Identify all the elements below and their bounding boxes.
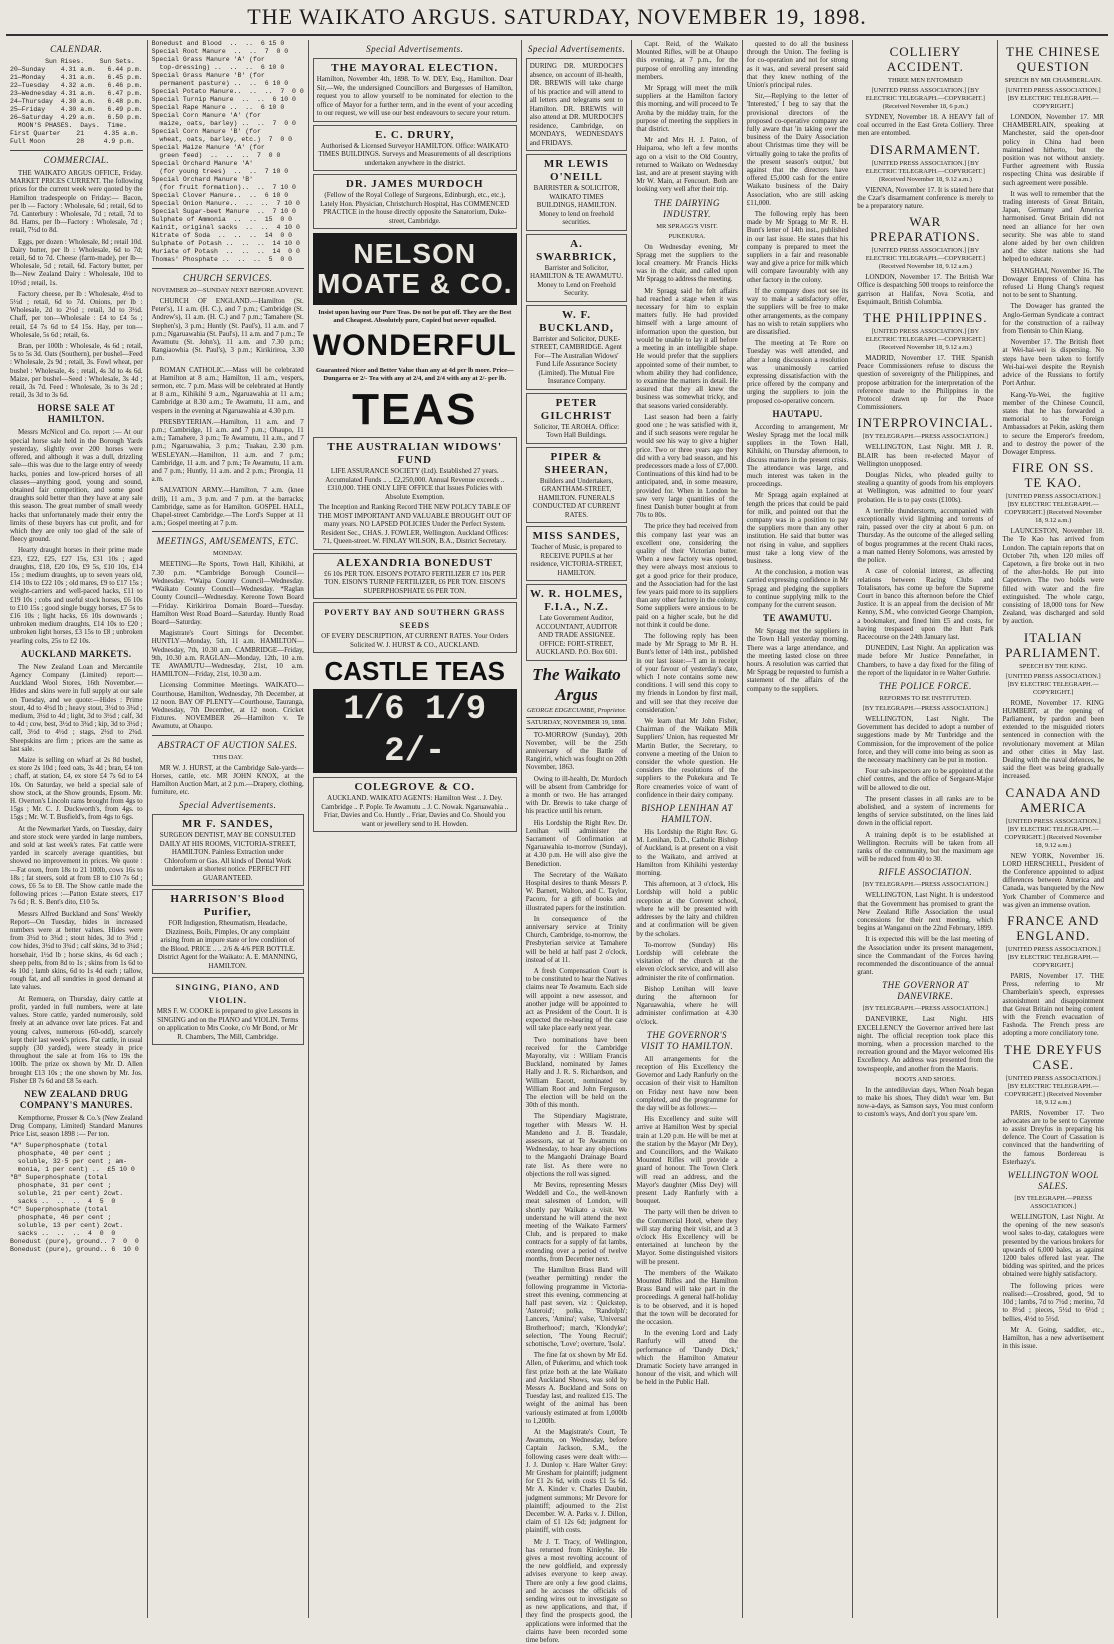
governor-visit-text: His Excellency and suite will arrive at Hamilton West by special train at 1.20 p.m. He will be met at the station by the Mayor (Mr Dey), and Councillors, and the Waikato Mounted Rifles will provide a guard of honour. The Town Clerk will read an address, and the Mayor's daughter (Miss Dey) will present Lady Ranfurly with a bouquet. [636,1115,738,1206]
ad-australian-widows-fund [313,437,517,550]
dairying-text: Last season had been a fairly good one ; he was satisfied with it, and if such seasons were regular he would see his way to give a higher price. Two or three years ago they did with a very bad season, and his predecessors made a loss of £7,000. Continuations of this kind had to be anticipated, and, in some measure, provided for. When in London he saw very large quantities of the finest Danish butter bought at from 70s to 80s. [636,412,738,520]
disarmament-text: VIENNA, November 17. It is stated here that the Czar's disarmament conference is merely to be a preparatory nature. [857,185,994,211]
dairying-text: The meeting at Te Rore on Tuesday was well attended, and after a long discussion a resolution was unanimously carried expressing dissatisfaction with the price offered by the company and urging the suppliers to join the proposed co-operative concern. [746,339,849,405]
dairying-text: On Wednesday evening, Mr Spragg met the suppliers to the local creamery. Mr Francis Hicks was in the chair, and called upon Mr Spragg to address the meeting. [636,242,738,284]
dairying-text: If the company does not see its way to make a satisfactory offer, the suppliers will be free to make other arrangements, as the company has no wish to retain suppliers who are dissatisfied. [746,286,849,336]
auckland-markets-heading: AUCKLAND MARKETS. [21,648,132,659]
ad-body: Barrister and Solicitor, HAMILTON & TE AWAMUTU. Money to Lend on Freehold Security. [529,263,623,297]
ad-title: W. F. BUCKLAND, [539,308,614,334]
special-ads-heading: Special Advertisements. [366,44,464,54]
editorial-date: SATURDAY, NOVEMBER 19, 1898. [526,717,628,729]
local-news-text: Mr Spragg will meet the milk suppliers at the Hamilton factory this morning, and will proceed to Te Aroha by the midday train, for the purpose of meeting the suppliers in that district. [636,84,738,134]
local-news-text: Mr and Mrs H. J. Paton, of Huiparoa, who left a few months ago on a visit to the Old Country, returned to Waikato on Wednesday last, and are at present staying with Mr W. Main, at Fencourt. Both are looking very well after their trip. [636,136,738,194]
ad-sandes-dentist [152,814,304,886]
ad-murdoch-physician [313,174,517,229]
ad-oneill [526,154,628,231]
ad-title: COLEGROVE & CO. [354,781,475,793]
column-5 [632,40,743,1618]
ad-body: LIFE ASSURANCE SOCIETY (Ltd). Established 27 years. Accumulated Funds .. .. £2,250,000. Annual Revenue exceeds .. £310,000. THE ONLY LIFE OFFICE that Issues Policies with Absolute Exemption. [325,467,505,501]
canada-america-source: [UNITED PRESS ASSOCIATION.] [BY ELECTRIC TELEGRAPH.—COPYRIGHT.] (Received November 18, 9.12 a.m.) [1004,817,1102,849]
ad-piper-sheeran [526,447,628,524]
ad-title: E. C. DRURY, [375,128,455,141]
ad-alexandria-bonedust [313,553,517,600]
dairying-heading: THE DAIRYING INDUSTRY. [653,197,721,219]
ad-nelson-moate-text: Insist upon having our Pure Teas. Do not be put off. They are the Best and Cheapest. Absolutely pure, Copied but never equalled. [318,309,512,324]
auction-sales-subheading: THIS DAY. [212,753,243,761]
italian-parliament-text: ROME, November 17. KING HUMBERT, at the opening of Parliament, by pardon and been extended to the misguided rioters sentenced in connection with the revolutionary movement at Milan and other cities in May last. Dealing with the naval defences, he said the fleet was being gradually increased. [1002,698,1104,781]
local-news-text: In consequence of the anniversary service at Trinity Church, Cambridge, to-morrow, the Presbyterian service at Tamahere will be held at half past 2 o'clock, instead of at 11. [525,914,628,964]
colliery-subheading: THREE MEN ENTOMBED [888,77,963,84]
bishop-heading: BISHOP LENIHAN AT HAMILTON. [641,803,733,825]
ad-title: POVERTY BAY AND SOUTHERN GRASS SEEDS [324,608,506,630]
rifle-heading: RIFLE ASSOCIATION. [878,867,973,878]
te-awamutu-heading: TE AWAMUTU. [762,613,832,624]
ad-body: Authorised & Licensed Surveyor HAMILTON. Office: WAIKATO TIMES BUILDINGS. Surveys and Measurements of all descriptions undertaken anywhere in the district. [318,141,512,167]
ad-wonderful-banner: WONDERFUL [312,329,517,362]
disarmament-source: [UNITED PRESS ASSOCIATION.] [BY ELECTRIC TELEGRAPH.—COPYRIGHT.] (Received November 18, 9.12 a.m.) [865,159,985,183]
ad-title: ALEXANDRIA BONEDUST [336,556,493,569]
ad-body: Builders and Undertakers, GRANTHAM-STREET, HAMILTON. FUNERALS CONDUCTED AT CURRENT RATES. [532,476,621,519]
chinese-question-text: LONDON, November 17. MR CHAMBERLAIN, speaking at Manchester, said the open-door policy in China had been maintained hitherto, but the position was not without anxiety. Further agreement with Russia respecting China was desirable if such agreement were possible. [1002,113,1104,187]
wool-sales-heading: WELLINGTON WOOL SALES. [1007,1170,1099,1192]
ad-grass-seeds [313,602,517,653]
local-news-text: The Secretary of the Waikato Hospital desires to thank Messrs P. W. Barnett, Walton, and C. Taylor, Pacoro, for a gift of books and illustrated papers for the institution. [525,870,628,912]
masthead: THE WAIKATO ARGUS. SATURDAY, NOVEMBER 19, 1898. [247,4,867,29]
meetings-text: Licensing Committee Meetings. WAIKATO—Courthouse, Hamilton, Wednesday, 7th December, at 12 noon. BAY OF PLENTY—Courthouse, Tauranga, Wednesday, 7th December, at 12 noon. Cricket Fixtures. NOVEMBER 26—Hamilton v. Te Awamutu, at Ohaupo. [151,681,304,731]
editorial-nameplate: The Waikato Argus [532,664,621,704]
ad-title: W. R. HOLMES, F.I.A., N.Z. [529,588,623,613]
police-text: Four sub-inspectors are to be appointed at the chief centres, and the office of Sergeant-Major will be allowed to die out. [857,767,994,792]
ad-mayoral-election [313,58,517,122]
governor-visit-text: All arrangements for the reception of His Excellency the Governor and Lady Ranfurly on the occasion of their visit to Hamilton on Friday next have now been completed, and the programme for the day will be as follows:— [636,1054,738,1112]
newspaper-page [6,40,1108,1644]
italian-parliament-source: [UNITED PRESS ASSOCIATION.] [BY ELECTRIC TELEGRAPH.—COPYRIGHT.] [1005,672,1101,696]
horse-sale-heading: HORSE SALE AT HAMILTON. [37,403,115,425]
ad-body: SURGEON DENTIST, MAY BE CONSULTED DAILY AT HIS ROOMS, VICTORIA-STREET, HAMILTON. Painless Extraction under Chloroform or Gas. All kinds of Dental Work undertaken at shortest notice. PERFECT FIT GUARANTEED. [159,831,296,882]
interprovincial-text: WELLINGTON, Last Night. MR J. R. BLAIR has been re-elected Mayor of Wellington unopposed. [857,443,994,468]
danevirke-text: DANEVIRKE, Last Night. HIS EXCELLENCY the Governor arrived here last night. The official reception took place this morning, when a procession marched to the recreation ground and the Mayor welcomed His Excellency. An address was presented from the townspeople, and another from the Maoris. [857,1015,994,1073]
hautapu-text: According to arrangement, Mr Wesley Spragg met the local milk suppliers in the Town Hall, Kihikihi, on Thursday afternoon, to discuss matters in the present crisis. The attendance was large, and much interest was taken in the proceedings. [746,422,849,489]
philippines-text: MADRID, November 17. THE Spanish Peace Commissioners refuse to discuss the question of sovereignty of the Philippines, and propose arbitration for the interpretation of the reference made to the Philippines in the Protocol drawn up for the Peace Commissioners. [857,354,994,412]
nz-drug-text: Kempthorne, Prosser & Co.'s (New Zealand Drug Company, Limited) Standard Manures Price List, season 1898 :— Per ton. [10,1113,143,1139]
governor-visit-heading: THE GOVERNOR'S VISIT TO HAMILTON. [640,1029,734,1051]
ad-body: The Inception and Ranking Record THE NEW POLICY TABLE OF THE MOST IMPORTANT AND VALUABLE BROUGHT OUT OF many years. NO LAPSED POLICIES Under the Perfect System. Resident Sec., CHAS. J. FOWLER, Wellington. Auckland Offices: 71, Queen-street. W. FINLAY WILSON, B.A., District Secretary. [318,503,512,545]
commercial-text: Bran, per 100lb : Wholesale, 4s 6d ; retail, 5s to 5s 3d. Oats (Southern), per bushel—Feed : Wholesale, 2s 9d ; retail, 3s. Fowl wheat, per bushel : Wholesale, 4s ; retail, 4s 3d to 4s 6d. Maize, per bushel—Seed : Wholesale, 3s 4d ; retail, 3s 7d. Feed : Wholesale, 3s to 3s 2d ; retail, 3s 3d to 3s 6d. [10,342,143,400]
philippines-source: [UNITED PRESS ASSOCIATION.] [BY ELECTRIC TELEGRAPH.—COPYRIGHT.] (Received November 18, 9.12 a.m.) [865,328,985,352]
commercial-text: Eggs, per dozen : Wholesale, 8d ; retail 10d. Dairy butter, per lb : Wholesale, 6d to 7d; retail, 6d to 7d. Cheese (farm-made), per lb—Wholesale, 5d ; retail, 6d. Factory butter, per lb—New Zealand Dairy : Wholesale, 10d to 10½d ; retail, 1s. [10,237,143,287]
local-news-text: Mr Bevins, representing Messrs Weddell and Co., the well-known meat salesmen of London, will shortly pay Waikato a visit. We understand he will attend the next meeting of the Waikato Farmers' Club, and is prepared to make contracts for a supply of fat lambs, extending over a period of twelve months, from December next. [525,1181,628,1263]
column-6 [743,40,854,1618]
te-kao-fire-heading: FIRE ON SS. TE KAO. [1012,460,1095,491]
interprovincial-text: Douglas Nicks, who pleaded guilty to stealing a quantity of goods from his employers at Wellington, was admitted to four years' probation. He is to pay costs (£100s). [857,471,994,504]
colliery-text: SYDNEY, November 18. A HEAVY fall of coal occurred in the East Greta Colliery. Three men are entombed. [857,113,994,138]
police-text: WELLINGTON, Last Night. The Government has decided to adopt a number of suggestions made by Mr Tunbridge and the Commission, for the improvement of the police force, and they will come into being as soon as the necessary machinery can be put in motion. [857,714,994,764]
commercial-text: THE WAIKATO ARGUS OFFICE, Friday. MARKET PRICES CURRENT. The following prices for the current week were quoted by the Hamilton tradespeople on Friday:— Bacon, per lb — Factory : Wholesale, 6d ; retail, 6d to 7d. Canterbury : Wholesale, 7d ; retail, 7d to 8d. Hams, per lb—Factory : Wholesale, 7d ; retail, 7½d to 8d. [10,169,143,235]
local-news-text: Two nominations have been received for the Cambridge Mayoralty, viz : William Francis Buckland, nominated by James Hally and J. R. S. Richardson, and William Eacott, nominated by William Root and John Ferguson. The election will be held on the 30th of this month. [525,1035,628,1110]
manures-price-table-cont: Bonedust and Blood .. .. 6 15 0 Special Root Manure .. .. 7 0 0 Special Grass Manure 'A' (for top-dressing) .. .. .. 6 10 0 Special Grass Manure 'B' (for permanent pasture) .. .. 6 10 0 Special Potato Manure.. .. .. 7 0 0 Special Turnip Manure .. .. 6 10 0 Special Rape Manure .. .. 6 10 0 Special Corn Manure 'A' (for maize, oats, barley) .. .. 7 0 0 Special Corn Manure 'B' (for wheat, oats, barley, etc.) 7 0 0 Special Maize Manure 'A' (for green feed) .. .. .. 7 0 0 Special Orchard Manure 'A' (for young trees) .. .. 7 10 0 Special Orchard Manure 'B' (for fruit formation).. .. 7 10 0 Special Clover Manure.. .. 6 10 0 Special Onion Manure.. .. .. 7 10 0 Special Sugar-beet Manure .. 7 10 0 Sulphate of Ammonia .. .. 15 0 0 Kainit, original sacks .. .. 4 10 0 Nitrate of Soda .. .. .. 14 0 0 Sulphate of Potash .. .. .. 14 10 0 Muriate of Potash .. .. .. 14 0 0 Thomas' Phosphate .. .. .. 5 0 0 [151,40,304,263]
boots-heading: BOOTS AND SHOES. [895,1075,956,1083]
ad-miss-sandes [526,526,628,581]
chinese-question-text: Kang-Yu-Wei, the fugitive member of the Chinese Council, states that he has forwarded a memorial to the Foreign Ambassadors at Pekin, asking them to secure the Emperor's freedom, and to destroy the power of the Dowager Empress. [1002,390,1104,456]
police-source: [BY TELEGRAPH.—PRESS ASSOCIATION.] [862,704,989,712]
church-services-subheading: NOVEMBER 20—SUNDAY NEXT BEFORE ADVENT. [151,287,304,294]
hautapu-text: At the conclusion, a motion was carried expressing confidence in Mr Spragg and pledging the suppliers to continue supplying milk to the company for the current season. [746,568,849,609]
ad-body: AUCKLAND. WAIKATO AGENTS: Hamilton West .. J. Dey. Cambridge .. P. Pople. Te Awamutu .. J. C. Nowak. Ngaruawahia .. Friar, Davies and Co. Huntly .. Friar, Davies and Co. Should you want or jewellery send to H. Howden. [321,794,509,828]
governor-visit-text: The party will then be driven to the Commercial Hotel, where they will stay during their visit, and at 3 o'clock His Excellency will be entertained at luncheon by the Mayor. Some distinguished visitors will be present. [636,1208,738,1266]
meetings-text: Magistrate's Court Sittings for December. HUNTLY—Monday, 5th, 11 a.m. HAMILTON—Wednesday, 7th, 10.30 a.m. CAMBRIDGE—Friday, 9th, 10.30 a.m. RAGLAN—Monday, 12th, 10 a.m. TE AWAMUTU—Wednesday, 21st, 10 a.m. HAMILTON—Friday, 21st, 10.30 a.m. [151,629,304,679]
ad-title: SINGING, PIANO, AND VIOLIN. [175,983,280,1006]
column-7 [853,40,998,1618]
ad-title: MR F. SANDES, [181,818,274,831]
masthead-rule [6,34,1108,36]
dairying-text: The price they had received from this company last year was an excellent one, considering the quality of their Victorian butter. When a new factory was opened, they were always most anxious to get a good price for their produce, and the Association had for the last few years paid more to its suppliers than any other factory in the colony. Some suppliers were anxious to be paid on a higher scale, but he did not think it could be done. [636,522,738,629]
editorial-proprietor: GEORGE EDGECUMBE, Proprietor. [526,706,627,714]
column-2 [148,40,309,1618]
philippines-heading: THE PHILIPPINES. [863,310,988,326]
boots-text: In the antediluvian days, When Noah began to make his shoes, They didn't wear 'em. But now-a-days, as Samson says, You must conform to custom's ways, And don't you spare 'em. [857,1085,994,1119]
commercial-heading: COMMERCIAL. [43,155,110,165]
dairying-text: Mr Spragg said he felt affairs had reached a stage when it was necessary for him to explain matters fully. He had provided himself with a large amount of information upon the question, but would be unable to lay it all before a meeting in an intelligible shape. He would prefer that the suppliers appointed some of their number, to whom ability they had confidence, to examine the matters in detail. He assured that they all knew the business was somewhat tricky, and that seasons varied considerably. [636,286,738,410]
ad-teas-banner: TEAS [352,385,478,434]
police-text: The present classes in all ranks are to be abolished, and a system of increments for lengths of service substituted, on the lines laid down in the official report. [857,794,994,828]
ad-title: A. SWARBRICK, [536,237,617,263]
ad-murdoch-absence: DURING DR. MURDOCH'S absence, on account of ill-health, DR. BREWIS will take charge of his practice and will attend to all letters and telegrams sent to Hamilton. DR. BREWIS will also attend at DR. MURDOCH'S residence, Cambridge, on MONDAYS, WEDNESDAYS and FRIDAYS. [526,58,628,151]
church-services-text: SALVATION ARMY.—Hamilton, 7 a.m. (knee drill), 11 a.m., 3 p.m. and 7 p.m. at the barracks; Cambridge, same as for Hamilton. GOSPEL HALL, Chapel-street Cambridge.—The Lord's Supper at 11 a.m.; Gospel meeting at 7 p.m. [151,486,304,528]
dairying-text: quested to do all the business through the Union. The feeling is for co-operation and not for strong as it was, and several present said that they knew nothing of the Union's principal rules. [746,40,849,90]
meetings-text: MEETING—Re Sports, Town Hall, Kihikihi, at 7.30 p.m. *Cambridge Borough Council—Wednesday. *Waipa County Council—Wednesday. *Waikato County Council—Wednesday. *Raglan County Council—Wednesday. Kereone Town Board—Friday. Kirikiriroa Domain Board—Tuesday. Hamilton West Road Board—Saturday. Huntly Road Board—Saturday. [151,560,304,626]
rifle-text: WELLINGTON, Last Night. It is understood that the Government has promised to grant the New Zealand Rifle Association the usual concessions for their next meeting, which begins at Wanganui on the 22nd February, 1899. [857,891,994,933]
canada-america-heading: CANADA AND AMERICA [1005,784,1102,815]
ad-body: BARRISTER & SOLICITOR, WAIKATO TIMES BUILDINGS, HAMILTON. Money to lend on freehold securities. [533,184,620,226]
dreyfus-heading: THE DREYFUS CASE. [1003,1041,1103,1072]
interprovincial-heading: INTERPROVINCIAL. [857,415,994,431]
wool-sales-text: Mr A. Going, saddler, etc., Hamilton, has a new advertisement in this issue. [1002,1325,1104,1351]
wool-sales-text: WELLINGTON, Last Night. At the opening of the new season's wool sales to-day, catalogues were presented by the various brokers for upwards of 6,000 bales, as against 1200 bales offered last year. The bidding was spirited, and the prices obtained were highly satisfactory. [1002,1213,1104,1279]
ad-body: MRS F. W. COOKE is prepared to give Lessons in SINGING and on the PIANO and VIOLIN. Terms on application to Mrs Cooke, c/o Mr Bond, or Mr R. Chambers, The Mill, Cambridge. [156,1007,299,1041]
france-england-source: [UNITED PRESS ASSOCIATION.] [BY ELECTRIC TELEGRAPH.—COPYRIGHT.] [1005,946,1101,970]
hautapu-heading: HAUTAPU. [772,408,823,419]
disarmament-heading: DISARMAMENT. [869,141,981,157]
ad-body: Teacher of Music, is prepared to RECEIVE PUPILS at her residence, VICTORIA-STREET, HAMILTON. [530,543,623,577]
ad-wonderful-text: Guaranteed Nicer and Better Value than any at 4d per lb more. Price—Dungarra or 2/- Tea with any at 2/4, and 2/4 with any at 2/- per lb. [315,367,514,382]
local-news-text: At the Magistrate's Court, Te Awamutu, on Wednesday, before Captain Jackson, S.M., the following cases were dealt with:—J. J. Dunlop v. Hare Walter Grey: Mr Gresham for plaintiff; judgment for £1 2s 6d, with costs £1 5s 6d. Mr A. Kinder v. Charles Daubin, judgment summons; Mr Devore for plaintiff; adjourned to the 21st December. W. A. Parks v. J. Dillon, claim of £1 12s 6d; judgment for plaintiff, with costs. [525,1427,628,1535]
bishop-text: Bishop Lenihan will leave during the afternoon for Ngaruawahia, where he will administer confirmation at 4.30 o'clock. [636,984,738,1026]
te-kao-fire-text: LAUNCESTON, November 18. The Te Kao has arrived from London. The captain reports that on October 7th, when 120 miles off Capetown, a fire broke out in two of the after-holds. He put into Capetown. The two holds were filled with water and the fire extinguished. The whole cargo, consisting of 18,000 tons for New Zealand, was discharged and sold by auction. [1002,527,1104,626]
ad-body: £6 10s PER TON. EISON'S POTATO FERTILIZER £7 10s PER TON. EISON'S TURNIP FERTILIZER, £6 PER TON. EISON'S SUPERPHOSPHATE £6 PER TON. [323,569,506,595]
wool-sales-text: The following prices were realised:—Crossbred, good, 9d to 10d ; lambs, 7d to 7½d ; merino, 7d to 8½d ; pieces, 5½d to 6½d ; bellies, 4½d to 5½d. [1002,1281,1104,1323]
ad-body: Barrister and Solicitor, DUKE-STREET, CAMBRIDGE. Agent For—The Australian Widows' Fund Life Assurance Society (Limited). The Mutual Fire Insurance Company. [531,334,622,385]
ad-title: PETER GILCHRIST [540,396,613,422]
ad-drury-surveyor [313,125,517,172]
ad-title: MR LEWIS O'NEILL [543,158,610,183]
horse-sale-text: Messrs McNicol and Co. report :— At our special horse sale held in the Borough Yards yesterday, slightly over 200 horses were offered, and although it was a dull, drizzling sale—this was due to the large entry of weedy hacks, ponies and low-priced horses of all classes—anything good, young and sound, obtained fair competition, and some good draughts sold better than they have at any sale this season. The great number of small weedy hacks that unfortunately made their entry the limits of these buyers has cut profit, and for which they are only too glad of the sale of fleecy ground. [10,428,143,544]
ad-colegrove [313,777,517,832]
dairying-subheading: MR SPRAGG'S VISIT. [656,222,718,230]
police-heading: THE POLICE FORCE. [878,680,972,691]
auckland-markets-text: At Remuera, on Thursday, dairy cattle at profit, yarded in full numbers, were at late values. Store cattle, yarded numerously, sold freely at an advance over late prices. Fat and young calves, numerous (60-odd), scarcely kept their last week's prices. Fat cattle, in usual supply (30 yarded), were steady in price throughout the sale at from 16s to 19s the 100lb. The prize ox shown by Mr. D. Allen brought £13 10s ; the one shown by Mr. Jos. Fisher £8 7s 6d and £8 5s each. [10,994,143,1085]
ad-title: HARRISON'S Blood Purifier, [170,893,286,919]
dairying-place: PUKEKURA. [668,232,706,240]
bishop-text: To-morrow (Sunday) His Lordship will celebrate the visitation of the church at the eleven o'clock service, and will also administer the rite of confirmation. [636,940,738,982]
church-services-text: CHURCH OF ENGLAND.—Hamilton (St. Peter's), 11 a.m. (H. C.), and 7 p.m.; Cambridge (St. Andrew's), 11 a.m. (H. C.) and 7 p.m.; Tamahere (St. Stephen's), 3 p.m.; Huntly (St. Paul's), 11 a.m. and 7 p.m.; Ngaruawahia (St. Paul's), 11 a.m. and 7 p.m.; Te Awamutu (St. John's), 11 a.m. and 7.30 p.m.; Rangiaowhia (St. Paul's), 3 p.m.; Kirikiriroa, 3.30 p.m. [151,297,304,363]
auction-sales-heading: ABSTRACT OF AUCTION SALES. [157,739,298,750]
ad-tea-prices-banner: 1/6 1/9 2/- [313,689,517,773]
ad-buckland [526,305,628,390]
auction-sales-text: MR W. J. HURST, at the Cambridge Sale-yards—Horses, cattle, etc. MR JOHN KNOX, at the Hamilton Auction Mart, at 2 p.m.—Drapery, clothing, furniture, etc. [151,763,304,797]
column-1 [6,40,148,1618]
ad-singing-piano-violin [152,977,304,1045]
governor-visit-text: In the evening Lord and Lady Ranfurly will attend the performance of 'Dandy Dick,' which the Hamilton Amateur Dramatic Society have arranged in honour of the visit, and which will be held in the Public Hall. [636,1329,738,1387]
wool-sales-source: [BY TELEGRAPH.—PRESS ASSOCIATION.] [1014,1195,1093,1211]
chinese-question-source: [UNITED PRESS ASSOCIATION.] [BY ELECTRIC TELEGRAPH.—COPYRIGHT.] [1005,87,1101,110]
chinese-question-text: SHANGHAI, November 16. The Dowager Empress of China has refused Li Hung Chang's request not to be sent to Shantung. [1002,266,1104,300]
te-awamutu-text: Mr Spragg met the suppliers in the Town Hall yesterday morning. There was a large attendance, and the meeting lasted close on three hours. A resolution was carried that Mr Spragg be requested to furnish a statement of the affairs of the company to the suppliers. [746,627,849,693]
bishop-text: His Lordship the Right Rev. G. M. Lenihan, D.D., Catholic Bishop of Auckland, is at present on a visit to the Waikato, and arrived at Hamilton from Kihikihi yesterday morning. [636,828,738,878]
bishop-text: This afternoon, at 3 o'clock, His Lordship will hold a public reception at the Convent school, where he will be presented with addresses by the laity and children and at confirmation will be given by the scholars. [636,880,738,938]
local-news-text: Capt. Reid, of the Waikato Mounted Rifles, will be at Ohaupo this evening, at 7 p.m., for the purpose of enrolling any intending members. [636,40,738,81]
danevirke-heading: THE GOVERNOR AT DANEVIRKE. [882,980,969,1002]
local-news-text: The Hamilton Brass Band will (weather permitting) render the following programme in Victoria-street this evening, commencing at half past seven, viz : Quickstep, 'Asteroid'; polka, 'Randolph'; Lancers, 'Amina'; valse, 'Universal Brotherhood'; march, 'Klondyke'; selection, 'The Young Recruit'; schottische, 'Love'; overture, 'Isola'. [525,1266,628,1348]
auckland-markets-text: At the Newmarket Yards, on Tuesday, dairy and store stock were yarded in large numbers, and sold at last week's rates. Fat cattle were yarded in scarcely average quantities, but showed no improvement in prices. We quote :—Fat oxen, from 18s to 21 100lb, cows 16s to 18s ; fat steers, sold at from £8 to £10 7s 6d ; cows, £6 5s to £8. The Show cattle made the following prices :—Patton Estate steers, £17 7s 6d ; R. S. Bent's dito, £10 5s. [10,824,143,907]
ad-title: THE AUSTRALIAN WIDOWS' FUND [327,441,503,466]
interprovincial-text: DUNEDIN, Last Night. An application was made before Mr Justice Pennefather, in Chambers, to have a day fixed for the filing of the report of the liquidator in re Walter Guthrie. [857,644,994,677]
ad-title: THE MAYORAL ELECTION. [331,62,499,74]
chinese-question-text: It was well to remember that the trading interests of Great Britain, Japan, Germany and America harmonised. Great Britain did not need an alliance for her own security. She was able to stand alone aided by her own children and the sister nations she had helped to educate. [1002,189,1104,264]
ad-castle-teas: CASTLE TEAS [324,656,506,686]
governor-visit-text: The members of the Waikato Mounted Rifles and the Hamilton Brass Band will take part in the proceedings. A general half-holiday is to be observed, and it is hoped that the town will be decorated for the occasion. [636,1268,738,1327]
rifle-text: It is expected this will be the last meeting of the Association under its present management, since the Commandant of the Forces having recommended the discontinuance of the annual grant. [857,935,994,977]
commercial-text: Factory cheese, per lb : Wholesale, 4½d to 5½d ; retail, 6d to 7d. Onions, per lb : Wholesale, 2d to 2½d ; retail, 3d to 3½d. Chaff, per ton—Wholesale : £4 to £4 5s ; retail, £4 7s 6d to £4 15s. Hay, per ton—Wholesale, 5s 6d ; retail, 6s. [10,289,143,339]
war-heading: WAR PREPARATIONS. [870,214,981,245]
italian-parliament-subheading: SPEECH BY THE KING. [1019,662,1088,670]
column-4 [522,40,633,1644]
chinese-question-heading: THE CHINESE QUESTION [1006,44,1101,74]
calendar-table: Sun Rises. Sun Sets. 20—Sunday 4.31 a.m. 6.44 p.m. 21—Monday 4.31 a.m. 6.45 p.m. 22—Tuesday 4.32 a.m. 6.46 p.m. 23—Wednesday 4.31 a.m. 6.47 p.m. 24—Thursday 4.30 a.m. 6.48 p.m. 25—Friday 4.30 a.m. 6.49 p.m. 26—Saturday 4.29 a.m. 6.50 p.m. MOON'S PHASES. Days. Time. First Quarter 21 4.35 a.m. Full Moon 28 4.9 p.m. [10,58,143,145]
danevirke-source: [BY TELEGRAPH.—PRESS ASSOCIATION.] [862,1005,989,1013]
local-news-text: The Stipendiary Magistrate, together with Messrs W. H. Mandeno and J. B. Teasdale, assessors, sat at Te Awamutu on Wednesday, to hear any objections to the Mangaohi Drainage Board rate list. As there were no objections the roll was signed. [525,1112,628,1178]
local-news-text: TO-MORROW (Sunday), 20th November, will be the 25th anniversary of the Battle of Rangiriri, which was fought on 20th November, 1863. [525,730,628,772]
column-3 [309,40,522,1618]
colliery-source: [UNITED PRESS ASSOCIATION.] [BY ELECTRIC TELEGRAPH.—COPYRIGHT.] (Received November 18, 6 p.m.) [865,87,985,110]
church-services-text: PRESBYTERIAN.—Hamilton, 11 a.m. and 7 p.m.; Cambridge, 11 a.m. and 7 p.m.; Ohaupo, 11 a.m.; Tamahere, 3 p.m.; Te Awamutu, 11 a.m., and 7 p.m.; Ngaruawahia, 3 p.m.; Tuakau, 2.30 p.m. WESLEYAN.—Hamilton, 11 a.m. and 7 p.m.; Cambridge, 11 a.m. and 7 p.m.; Te Awamutu, 11 a.m. and 7 p.m.; Huntly, 11 a.m. and 2 p.m.; Pirongia, 11 a.m. [151,417,304,484]
interprovincial-text: A terrible thunderstorm, accompanied with exceptionally vivid lightning and torrents of rain, passed over the city at about 6 p.m. on Thursday. As the outcome of the alleged selling of bogus programmes at the recent Otaki races, a man named Henry Solomons, was arrested by the police. [857,506,994,565]
ad-body: FOR Indigestion, Rheumatism, Headache, Dizziness, Boils, Pimples, Or any complaint arising from an impure state or low condition of the Blood. PRICE .. .. 2/6 & 4/6 PER BOTTLE. District Agent for the Waikato: A. E. MANNING, HAMILTON. [157,919,298,970]
chinese-question-text: The Dowager has granted the Anglo-German Syndicate a contract for the construction of a railway from Tientsin to Chin Kiang. [1002,302,1104,336]
war-text: LONDON, November 17. The British War Office is despatching 500 troops to reinforce the garrison at Halifax, Nova Scotia, and Esquimault, British Columbia. [857,273,994,306]
dairying-text: The following reply has been made by Mr Spragg to Mr R. H. Bunt's letter of 14th inst., published in our last issue:—'I am in receipt of your favour of yesterday's date, which I note contains some new conditions. I will send this copy to my friends in London by first mail, and will see that they receive due consideration.' [636,632,738,714]
ad-holmes [526,584,628,661]
ad-body: OF EVERY DESCRIPTION, AT CURRENT RATES. Your Orders Solicited W. J. HURST & CO., AUCKLAND. [321,632,509,649]
dairying-text: The following reply has been made by Mr Spragg to Mr R. H. Bunt's letter of 14th inst., published in our last issue. He states that his company is prepared to meet the suppliers in a fair and reasonable way and give a price for milk which will compare favourably with any other factory in the colony. [746,210,849,284]
ad-body: (Fellow of the Royal College of Surgeons, Edinburgh, etc., etc.), Lately Hon. Physician, Christchurch Hospital, Has COMMENCED PRACTICE in the house directly opposite the Sanatorium, Duke-street, Cambridge. [320,191,510,225]
auckland-markets-text: The New Zealand Loan and Mercantile Agency Company (Limited) report:—Auckland Wool Stores, 16th November.—Hides and skins were in full supply at our sale on Tuesday, and we quote:—Hides : Prime stout, 4d to 4½d lb ; heavy stout, 3½d to 3¾d ; medium, 3½d to 4d ; light, 3d to 3½d ; calf, 3d to 4d ; cow, best, 3½d to 3¾d ; kip, 3d to 3½d ; calf, 3½d to 4½d ; stags, 2½d to 2¾d. Sheepskins are firm ; prices are the same as last sale. [10,662,143,753]
ad-title: MISS SANDES, [532,530,621,542]
police-subheading: REFORMS TO BE INSTITUTED. [879,694,972,702]
meetings-subheading: MONDAY. [212,550,243,558]
dreyfus-text: PARIS, November 17. Two advocates are to be sent to Cayenne to assist Dreyfus in preparing his defence. The Court of Cassation is convinced that the handwriting of the famous Bordereau is Esterhazy's. [1002,1108,1104,1166]
war-source: [UNITED PRESS ASSOCIATION.] [BY ELECTRIC TELEGRAPH.—COPYRIGHT.] (Received November 18, 9.12 a.m.) [865,247,985,271]
dairying-text: Sir,—Replying to the letter of 'Interested,' I beg to say that the provisional directors of the proposed co-operative company are fully aware that 'in taking over the business of the Dairy Association about Christmas time they will be virtually going to take the profits of the present season's output,' but against that the directors have offered £5,000 cash for the entire Waikato business of the Dairy Association, who are still asking £11,000. [746,92,849,207]
te-kao-fire-source: [UNITED PRESS ASSOCIATION.] [BY ELECTRIC TELEGRAPH.—COPYRIGHT.] (Received November 18, 9.12 a.m.) [1004,493,1102,525]
france-england-text: PARIS, November 17. THE Press, referring to Mr Chamberlain's speech, expresses astonishment and disappointment that Great Britain not being content with the French evacuation of Fashoda. The French press are adopting a more conciliatory tone. [1002,972,1104,1038]
local-news-text: A fresh Compensation Court is to be constituted to hear the Natives claims near Te Awamutu. Each side will appoint a new assessor, and another judge will be appointed to act as President of the Court. It is expected the re-hearing of the case will take place early next year. [525,966,628,1033]
interprovincial-source: [BY TELEGRAPH.—PRESS ASSOCIATION.] [862,433,989,441]
interprovincial-text: A case of colonial interest, as affecting relations between Racing Clubs and Totalisators, has come up before the Supreme Court in banco this afternoon before the Chief Justice. It is an appeal from the decision of Mr Kenny, S.M., who convicted George Champion, a bookmaker, and fined him £5 and costs, for having trespassed upon the Hutt Park Racecourse on the 24th January last. [857,567,994,641]
ad-body: Hamilton, November 4th, 1898. To W. DEY, Esq., Hamilton. Dear Sir,—We, the undersigned Councillors and Burgesses of Hamilton, request you to allow yourself to be nominated for election to the office of Mayor for a further term, and in the event of your acceding to our request, we will use our best endeavours to secure your return. [316,75,513,117]
colliery-heading: COLLIERY ACCIDENT. [886,44,964,74]
ad-harrison-blood-purifier [152,889,304,974]
hautapu-text: Mr Spragg again explained at length the prices that could be paid for milk, and pointed out that the company was in a position to pay the suppliers more than any other institution. He said that butter was not rising in value, and suppliers must take a long view of the business. [746,491,849,565]
auckland-markets-text: Messrs Alfred Buckland and Sons' Weekly Report—On Tuesday, hides in increased numbers were at better values. Hides were from 3½d to 3¾d ; stout hides, 3d to 3½d ; cow hides, 3½d to 3¾d ; calf skins, 3d to 3¼d ; horsehair, 1½d lb ; horse skins, 4s 6d each ; sheep pelts, from 8d to 1s ; skins from 1s 6d to 4s 10d ; lamb skins, 6d to 1s 4d each ; tallow, rough fat, and all sundries in good demand at late values. [10,909,143,992]
chinese-question-text: November 17. The British fleet at Wei-hai-wei is dispersing. No steps have been taken to fortify Wei-hai-wei despite the Reynish advice of the Russians to fortify Port Arthur. [1002,338,1104,388]
auckland-markets-text: Maize is selling on wharf at 2s 8d bushel, ex store 2s 10d ; feed oats, 3s 4d ; bran, £4 ton ; chaff, at station, £4, ex store £4 7s 6d to £4 10s. On Saturday, we held a special sale of show stock, at the Show grounds, Epsom. Mr. H. Overton's Lincoln rams brought from 4gs to 15gs ; Mr. C. J. Duckworth's, from 4gs. to 15gs ; Mr. W. T. Busfield's, from 4gs to 6gs. [10,756,143,822]
police-text: A training depôt is to be established at Wellington. Recruits will be taken from all ranks of the community, but the maximum age will be reduced from 40 to 30. [857,830,994,864]
dreyfus-source: [UNITED PRESS ASSOCIATION.] [BY ELECTRIC TELEGRAPH.—COPYRIGHT.] (Received November 18, 9.12 a.m.) [1004,1074,1102,1106]
local-news-text: Mr J. T. Tracy, of Wellington, has returned from Kinleyhe. He gives a most revolting account of the new goldfield, and expressly advises everyone to keep away. There are only a few good claims, and he accuses the officials of sending wires out to investigate so as new applications, and that, if they find the prospects good, the applications were informed that the claims have been recorded some time before. [525,1537,628,1644]
ad-nelson-moate-banner: NELSON MOATE & CO. [313,233,517,305]
local-news-text: Owing to ill-health, Dr. Murdoch will be absent from Cambridge for a month or two. He has arranged with Dr. Brewis to take charge of his practice until his return. [525,774,628,816]
ad-title: PIPER & SHEERAN, [544,450,609,476]
horse-sale-text: Hearty draught horses in their prime made £23, £22, £25, £27 15s, £31 10s ; aged draughts, £18, £20 10s, £9 5s, £10 10s, £14 15s ; medium draughts, up to seven years old, £14 10s to £22 10s ; old mares, £9 to £17 15s ; weight-carriers and well-paced hacks, £11 to £19 10s ; cobs and useful stock horses, £6 10s to £10 15s ; good single buggy horses, £7 5s to £16 10s ; light hacks, £6 10s downwards ; unbroken medium draughts, £14 10s to £20 ; unbroken light horses, £3 15s to £8 ; unbroken yearling colts, 25s to £2 10s. [10,546,143,645]
ad-gilchrist [526,393,628,444]
calendar-heading: CALENDAR. [50,44,103,54]
column-8 [998,40,1108,1618]
canada-america-text: NEW YORK, November 16. LORD HERSCHELL, President of the Conference appointed to adjust differences between America and Canada, was banqueted by the New York Chamber of Commerce and was given an immense ovation. [1002,851,1104,909]
italian-parliament-heading: ITALIAN PARLIAMENT. [1005,629,1102,660]
ad-swarbrick [526,234,628,302]
ad-title: DR. JAMES MURDOCH [345,178,484,190]
france-england-heading: FRANCE AND ENGLAND. [1007,913,1100,944]
rifle-source: [BY TELEGRAPH.—PRESS ASSOCIATION.] [862,881,989,889]
local-news-text: The fine fat ox shown by Mr Ed. Allen, of Pukerimu, and which took first prize both at the late Waikato and Auckland Shows, was sold by Messrs A. Buckland and Sons on Tuesday last, and realized £15. The weight of the animal has been variously estimated at from 1,000lb to 1,200lb. [525,1351,628,1425]
church-services-heading: CHURCH SERVICES. [183,273,273,283]
local-news-text: His Lordship the Right Rev. Dr. Lenihan will administer the Sacrament of Confirmation at Ngaruawahia to-morrow (Sunday), at 4.30 p.m. He will also give the Benediction. [525,818,628,868]
special-ads-heading: Special Advertisements. [179,800,277,811]
chinese-question-subheading: SPEECH BY MR CHAMBERLAIN. [1004,77,1102,84]
church-services-text: ROMAN CATHOLIC.—Mass will be celebrated at Hamilton at 8 a.m.; Hamilton, 11 a.m., vespers, sermon, etc. 7 p.m. Mass will be celebrated at Huntly at 8 a.m., Kihikihi 9 a.m., Ngaruawahia at 11 a.m.; Cambridge at 8.30 a.m.; Te Awamutu, 11 a.m., and vespers in the evening at Ngaruawahia at 4.30 p.m. [151,365,304,415]
nz-drug-heading: NEW ZEALAND DRUG COMPANY'S MANURES. [19,1088,133,1110]
manures-price-table: "A" Superphosphate (total phosphate, 40 per cent ; soluble, 32·5 per cent ; am- monia, 1 per cent) .. £5 10 0 "B" Superphosphate (total phosphate, 31 per cent ; soluble, 21 per cent) 2cwt. sacks .. .. .. 4 5 0 "C" Superphosphate (total phosphate, 46 per cent ; soluble, 13 per cent) 2cwt. sacks .. .. .. 4 0 0 Bonedust (pure), ground.. 7 0 0 Bonedust (pure), ground.. 6 10 0 [10,1141,139,1253]
ad-body: Late Government Auditor, ACCOUNTANT, AUDITOR AND TRADE ASSIGNEE. OFFICE: FORT-STREET, AUCKLAND. P.O. Box 601. [535,614,618,656]
dairying-text: We learn that Mr John Fisher, Chairman of the Waikato Milk Suppliers' Union, has requested Mr Martin Butler, the Secretary, to convene a meeting of the Union to consider the whole question. He considers the resolutions of the suppliers to the Pukekura and Te Rore creameries voice of want of confidence in their dairy company. [636,717,738,799]
special-ads-heading: Special Advertisements. [527,44,626,54]
ad-body: Solicitor, TE AROHA. Office: Town Hall Buildings. [533,422,620,439]
meetings-heading: MEETINGS, AMUSEMENTS, ETC. [156,536,299,547]
